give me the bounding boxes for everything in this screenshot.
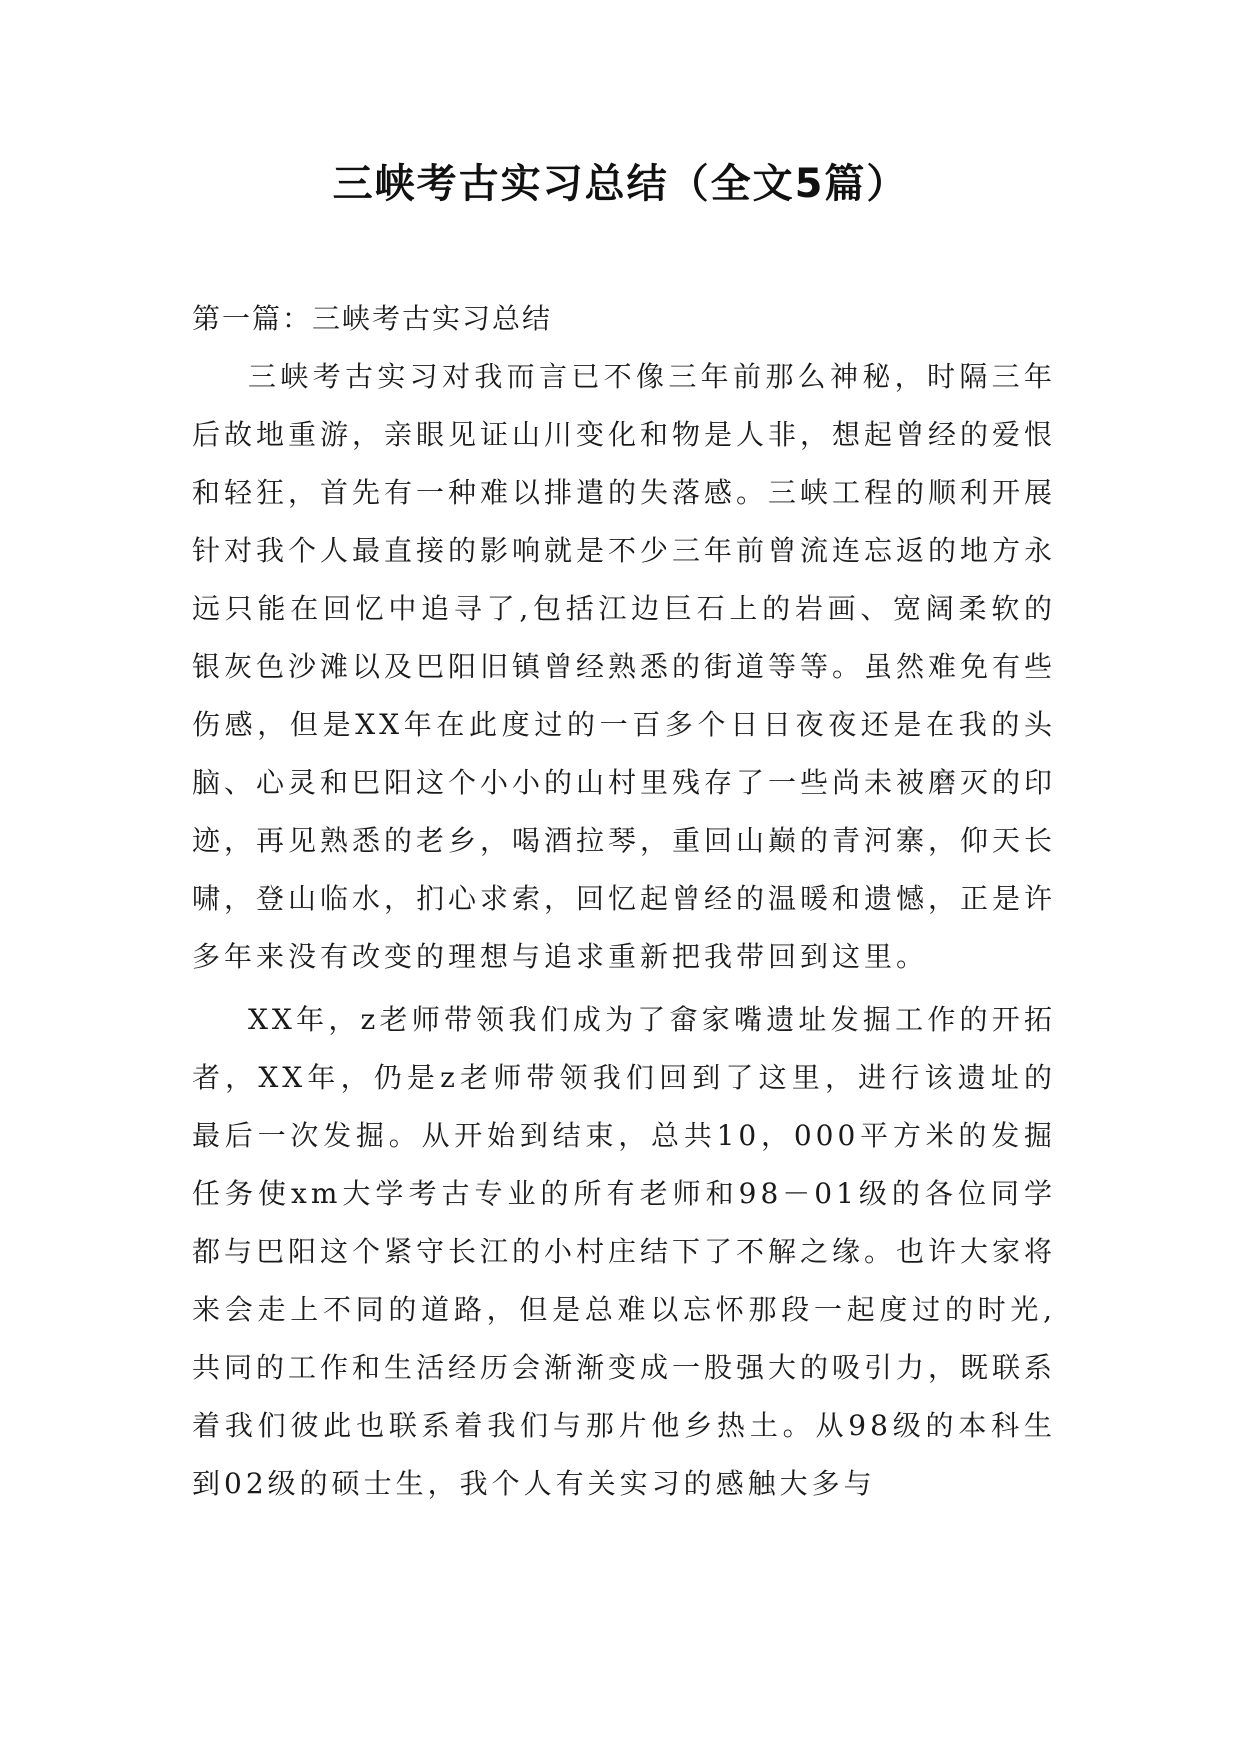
document-title: 三峡考古实习总结（全文5篇） [332,161,909,207]
document-body [192,290,1056,1513]
paragraph-1: 三峡考古实习对我而言已不像三年前那么神秘，时隔三年后故地重游，亲眼见证山川变化和物是人非，想起曾经的爱恨和轻狂，首先有一种难以排遣的失落感。三峡工程的顺利开展针对我个人最直接的影响就是不少三年前曾流连忘返的地方永远只能在回忆中追寻了,包括江边巨石上的岩画、宽阔柔软的银灰色沙滩以及巴阳旧镇曾经熟悉的街道等等。虽然难免有些伤感，但是XX年在此度过的一百多个日日夜夜还是在我的头脑、心灵和巴阳这个小小的山村里残存了一些尚未被磨灭的印迹，再见熟悉的老乡，喝酒拉琴，重回山巅的青河寨，仰天长啸，登山临水，扪心求索，回忆起曾经的温暖和遗憾，正是许多年来没有改变的理想与追求重新把我带回到这里。 [192,360,1057,973]
paragraph-2: XX年，z老师带领我们成为了畲家嘴遗址发掘工作的开拓者，XX年，仍是z老师带领我们回到了这里，进行该遗址的最后一次发掘。从开始到结束，总共10，000平方米的发掘任务使xm大学考古专业的所有老师和98－01级的各位同学都与巴阳这个紧守长江的小村庄结下了不解之缘。也许大家将来会走上不同的道路，但是总难以忘怀那段一起度过的时光,共同的工作和生活经历会渐渐变成一股强大的吸引力，既联系着我们彼此也联系着我们与那片他乡热土。从98级的本科生到02级的硕士生，我个人有关实习的感触大多与 [192,1003,1057,1500]
section-heading: 第一篇：三峡考古实习总结 [192,302,553,335]
